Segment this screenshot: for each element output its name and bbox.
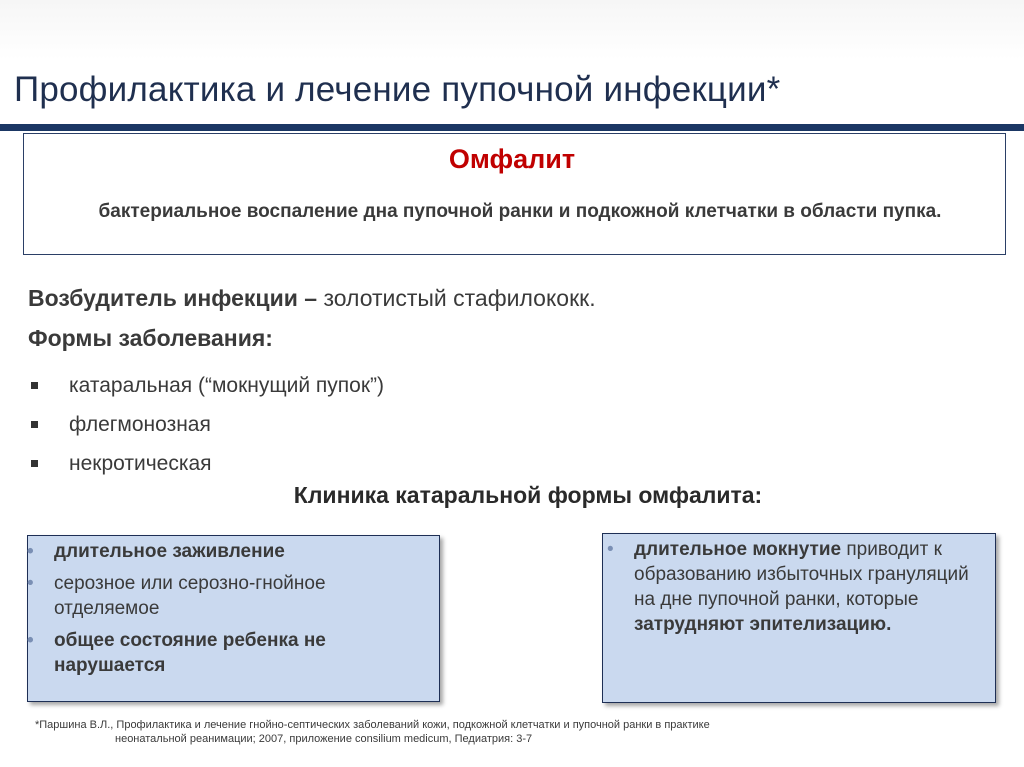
forms-heading: Формы заболевания:	[28, 325, 273, 351]
bullet-dot-icon: •	[27, 573, 34, 594]
footnote	[35, 718, 710, 746]
pathogen-line	[28, 285, 596, 312]
clinic-text: приводит к образованию избыточных грануляций на дне пупочной ранки, которые	[634, 539, 969, 610]
clinic-item: общее состояние ребенка не нарушается	[54, 630, 326, 676]
list-item	[28, 366, 384, 405]
pathogen-value: золотистый стафилококк.	[323, 285, 596, 311]
list-item	[28, 444, 384, 483]
square-bullet-icon	[31, 382, 38, 389]
form-label: некротическая	[69, 451, 212, 475]
pathogen-dash: –	[297, 285, 324, 311]
bullet-dot-icon: •	[27, 541, 34, 562]
list-item	[607, 537, 994, 637]
bullet-dot-icon: •	[607, 539, 614, 560]
footnote-line: неонатальной реанимации; 2007, приложение consilium medicum, Педиатрия: 3-7	[115, 733, 533, 745]
pathogen-label: Возбудитель инфекции	[28, 285, 298, 311]
list-item	[27, 539, 424, 564]
list-item	[28, 405, 384, 444]
clinic-heading: Клиника катаральной формы омфалита:	[293, 482, 763, 508]
clinic-left-box	[27, 535, 440, 702]
definition-term: Омфалит	[448, 144, 576, 174]
square-bullet-icon	[31, 460, 38, 467]
form-label: флегмонозная	[69, 412, 211, 436]
forms-list	[28, 366, 384, 483]
clinic-item: длительное заживление	[54, 541, 285, 562]
slide-title: Профилактика и лечение пупочной инфекции*	[14, 70, 781, 109]
clinic-bold-text: затрудняют эпителизацию.	[634, 614, 892, 635]
bullet-dot-icon: •	[27, 630, 34, 651]
footnote-line: *Паршина В.Л., Профилактика и лечение гнойно-септических заболеваний кожи, подкожной клетчатки и пупочной ранки в практике	[35, 719, 710, 731]
square-bullet-icon	[31, 421, 38, 428]
clinic-bold-text: длительное мокнутие	[634, 539, 842, 560]
definition-text: бактериальное воспаление дна пупочной ранки и подкожной клетчатки в области пупка.	[98, 201, 942, 222]
list-item	[27, 571, 424, 621]
form-label: катаральная (“мокнущий пупок”)	[69, 373, 385, 397]
clinic-right-box	[602, 533, 996, 703]
clinic-item: серозное или серозно-гнойное отделяемое	[54, 573, 326, 619]
list-item	[27, 628, 424, 678]
title-divider	[0, 124, 1024, 131]
